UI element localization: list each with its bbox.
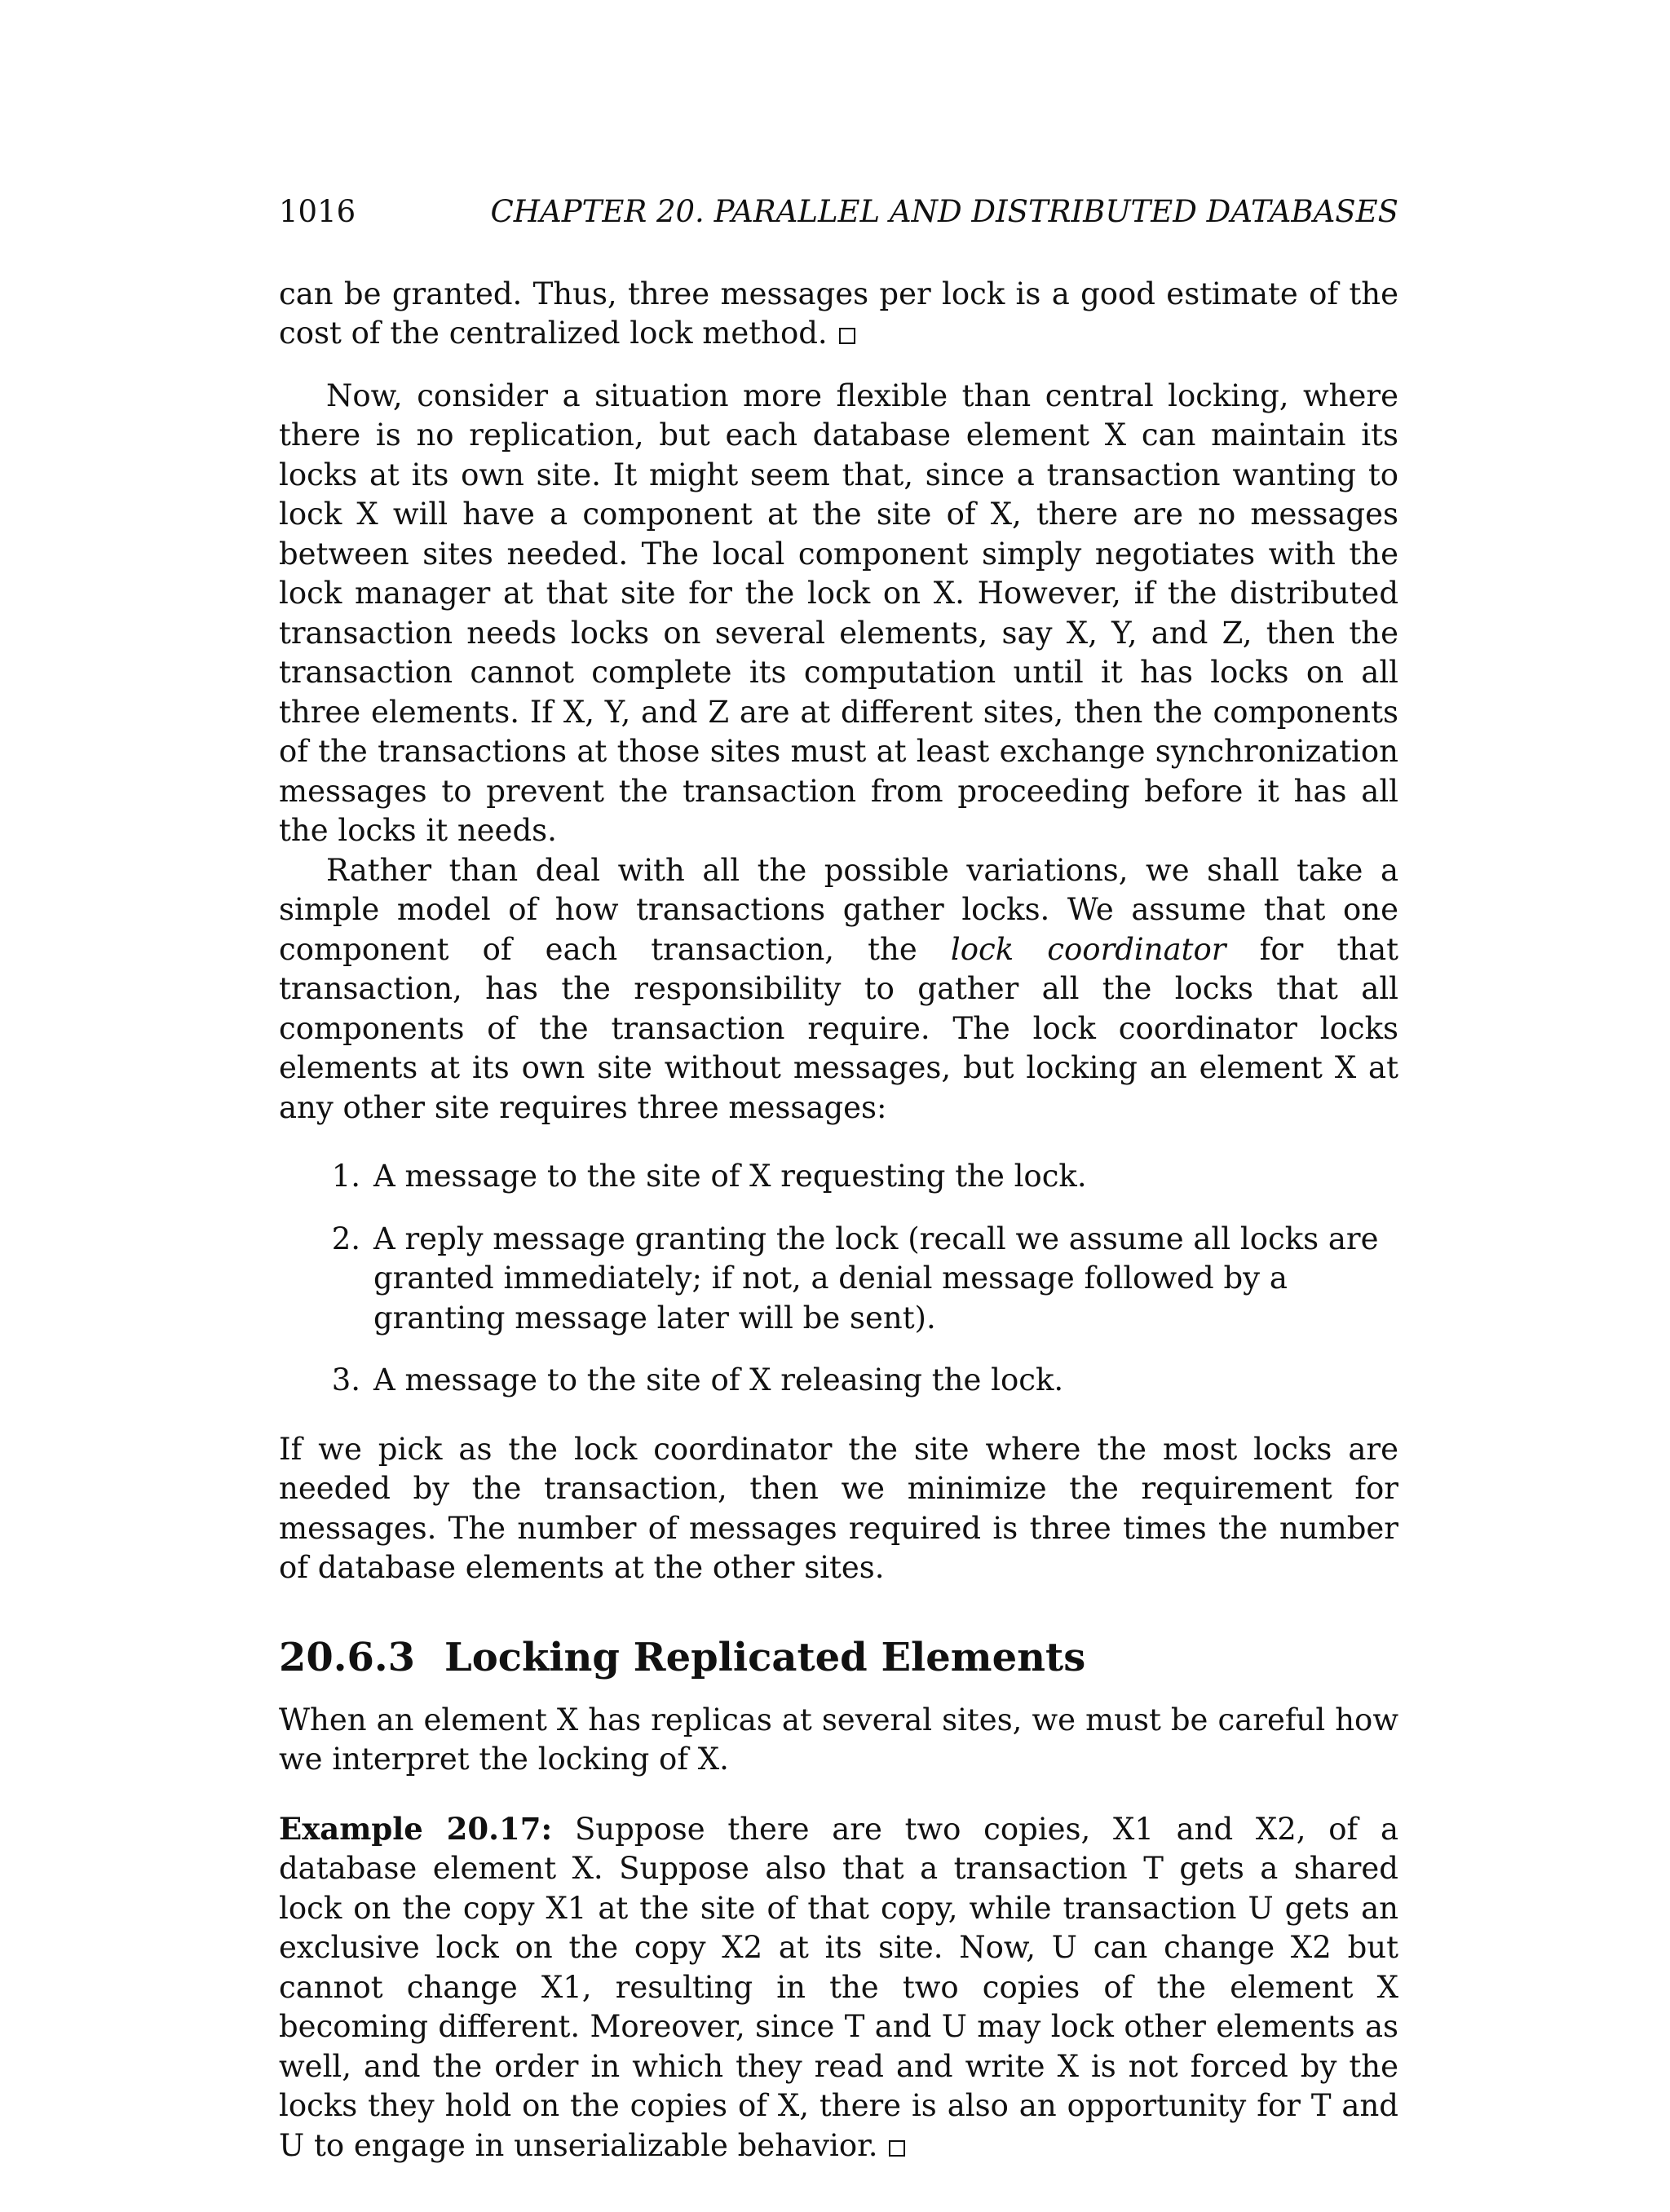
list-number: 2. bbox=[331, 1221, 360, 1256]
list-text: A message to the site of X requesting the lock. bbox=[373, 1159, 1087, 1194]
list-number: 1. bbox=[331, 1159, 360, 1194]
paragraph-if-we-pick: If we pick as the lock coordinator the site where the most locks are needed by the transaction, then we minimize the requirement for messages. The number of messages required is three times the number of database elements at the other sites. bbox=[279, 1431, 1398, 1585]
message-list bbox=[279, 1157, 1398, 1401]
paragraph-rather-than bbox=[279, 851, 1398, 1128]
term-lock-coordinator: lock coordinator bbox=[950, 931, 1226, 967]
intro-text: can be granted. Thus, three messages per lock is a good estimate of the cost of the centralized lock method. bbox=[279, 276, 1398, 351]
list-number: 3. bbox=[331, 1362, 360, 1397]
running-header bbox=[279, 192, 1398, 232]
rather-text-a: Rather than deal with all the possible variations, we shall take a simple model of how transactions gather locks. We assume that one component of each transaction, the bbox=[279, 852, 1398, 967]
book-page bbox=[279, 192, 1398, 2166]
section-heading bbox=[279, 1634, 1398, 1681]
section-title: Locking Replicated Elements bbox=[444, 1634, 1086, 1680]
chapter-title: CHAPTER 20. PARALLEL AND DISTRIBUTED DATABASES bbox=[490, 194, 1398, 229]
paragraph-now-consider: Now, consider a situation more flexible than central locking, where there is no replication, but each database element X can maintain its locks at its own site. It might seem that, since a transaction wanting to lock X will have a component at the site of X, there are no messages between sites needed. The local component simply negotiates with the lock manager at that site for the lock on X. However, if the distributed transaction needs locks on several elements, say X, Y, and Z, then the transaction cannot complete its computation until it has locks on all three elements. If X, Y, and Z are at different sites, then the components of the transactions at those sites must at least exchange synchronization messages to prevent the transaction from proceeding before it has all the locks it needs. bbox=[279, 377, 1398, 848]
list-item bbox=[279, 1220, 1398, 1339]
example-paragraph bbox=[279, 1809, 1398, 2166]
list-text: A message to the site of X releasing the lock. bbox=[373, 1362, 1064, 1397]
intro-paragraph bbox=[279, 275, 1398, 354]
section-number: 20.6.3 bbox=[279, 1634, 416, 1680]
end-of-example-icon bbox=[889, 2140, 905, 2157]
paragraph-when-an-element: When an element X has replicas at several sites, we must be careful how we interpret the locking of X. bbox=[279, 1702, 1398, 1777]
list-item bbox=[279, 1157, 1398, 1197]
list-item bbox=[279, 1361, 1398, 1401]
page-number: 1016 bbox=[279, 194, 356, 229]
end-of-example-icon bbox=[839, 328, 855, 344]
rather-text-b: for that transaction, has the responsibility to gather all the locks that all components of the transaction require. The lock coordinator locks elements at its own site without messages, but locking an element X at any other site requires three messages: bbox=[279, 931, 1399, 1125]
list-text: A reply message granting the lock (recall we assume all locks are granted immediately; if not, a denial message followed by a granting message later will be sent). bbox=[373, 1221, 1379, 1336]
example-text: Suppose there are two copies, X1 and X2, of a database element X. Suppose also that a transaction T gets a shared lock on the copy X1 at the site of that copy, while transaction U gets an exclusive lock on the copy X2 at its site. Now, U can change X2 but cannot change X1, resulting in the two copies of the element X becoming different. Moreover, since T and U may lock other elements as well, and the order in which they read and write X is not forced by the locks they hold on the copies of X, there is also an opportunity for T and U to engage in unserializable behavior. bbox=[279, 1811, 1398, 2163]
example-label: Example 20.17: bbox=[279, 1810, 553, 1847]
